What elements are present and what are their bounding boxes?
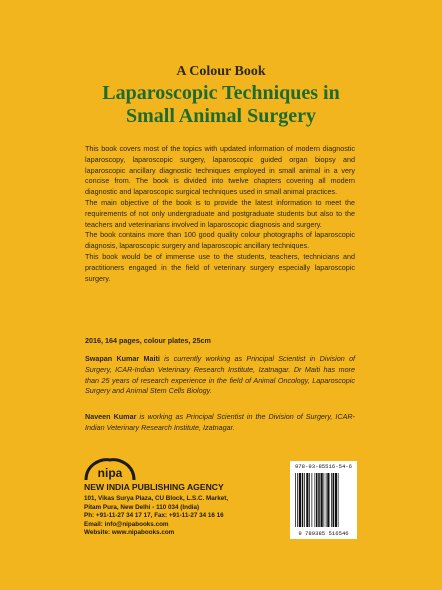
barcode-bar: [318, 473, 320, 527]
book-title-line-1: Laparoscopic Techniques in: [102, 82, 340, 104]
barcode-bar: [295, 473, 296, 527]
book-description: [85, 144, 355, 284]
barcode-bar: [327, 473, 329, 527]
author-bio-text: is currently working as Principal Scientist in Division of Surgery, ICAR-Indian Veterinary Research Institute, Izatnagar. Dr Maiti has more than 25 years of research experience in the field of Animal Oncology, Laparoscopic Surgery and Animal Stem Cells Biology.: [85, 354, 356, 396]
address-line: 101, Vikas Surya Plaza, CU Block, L.S.C. Market,: [84, 495, 229, 502]
barcode-bar: [333, 473, 335, 527]
author-bio-2: [85, 412, 355, 434]
address-line: Website: www.nipabooks.com: [84, 529, 175, 537]
barcode-bar: [335, 473, 337, 527]
barcode-bar: [304, 473, 305, 527]
author-name: Swapan Kumar Maiti: [85, 354, 160, 363]
barcode-digits: 9 789385 516546: [298, 530, 349, 537]
book-details: 2016, 164 pages, colour plates, 25cm: [85, 336, 211, 345]
barcode-bar: [338, 473, 339, 527]
address-line: Email: info@nipabooks.com: [84, 520, 169, 528]
publisher-address: [84, 495, 228, 538]
book-series-label: A Colour Book: [176, 64, 266, 79]
description-paragraph: The book contains more than 100 good quality colour photographs of laparoscopic diagnosis, laparoscopic surgery and laparoscopic ancillary techniques.: [85, 230, 355, 251]
barcode-bar: [309, 473, 310, 527]
barcode-bar: [331, 473, 332, 527]
book-title: [0, 82, 442, 128]
isbn-barcode: [290, 461, 357, 539]
publisher-logo: [84, 456, 136, 482]
barcode-bar: [321, 473, 323, 527]
author-name: Naveen Kumar: [85, 412, 137, 421]
barcode-bar: [324, 473, 325, 527]
author-bio-text: is working as Principal Scientist in the Division of Surgery, ICAR-Indian Veterinary Research Institute, Izatnagar.: [85, 412, 355, 432]
barcode-bar: [315, 473, 316, 527]
author-bio-1: [85, 354, 355, 397]
barcode-bar: [302, 473, 304, 527]
barcode-bar: [326, 473, 327, 527]
barcode-bar: [297, 473, 298, 527]
isbn-number: 978-93-85516-54-6: [294, 463, 353, 470]
publisher-name: NEW INDIA PUBLISHING AGENCY: [84, 482, 224, 492]
publisher-logo-text: nipa: [97, 466, 123, 480]
barcode-bar: [299, 473, 301, 527]
barcode-bar: [316, 473, 318, 527]
book-title-line-2: Small Animal Surgery: [125, 105, 316, 127]
address-line: Pitam Pura, New Delhi - 110 034 (India): [84, 503, 200, 511]
address-line: Ph: +91-11-27 34 17 17, Fax: +91-11-27 34 16 16: [84, 512, 224, 520]
barcode-bar: [312, 473, 313, 527]
description-paragraph: This book covers most of the topics with updated information of modern diagnostic laparoscopy, laparoscopic surgery, laparoscopic guided organ biopsy and laparoscopic ancillary diagnostic techniques employed in small animal in a very concise from. The book is divided into twelve chapters covering all modern diagnostic and laparoscopic surgical techniques used in small animal practices.: [85, 144, 355, 197]
description-paragraph: The main objective of the book is to provide the latest information to meet the requirements of not only undergraduate and postgraduate students but also to the teachers and veterinarians involved in laparoscopic diagnosis and surgery.: [85, 197, 355, 229]
barcode-bars: [295, 473, 352, 527]
barcode-bar: [306, 473, 308, 527]
description-paragraph: This book would be of immense use to the students, teachers, technicians and practitioners engaged in the field of veterinary surgery especially laparoscopic surgery.: [85, 251, 355, 283]
